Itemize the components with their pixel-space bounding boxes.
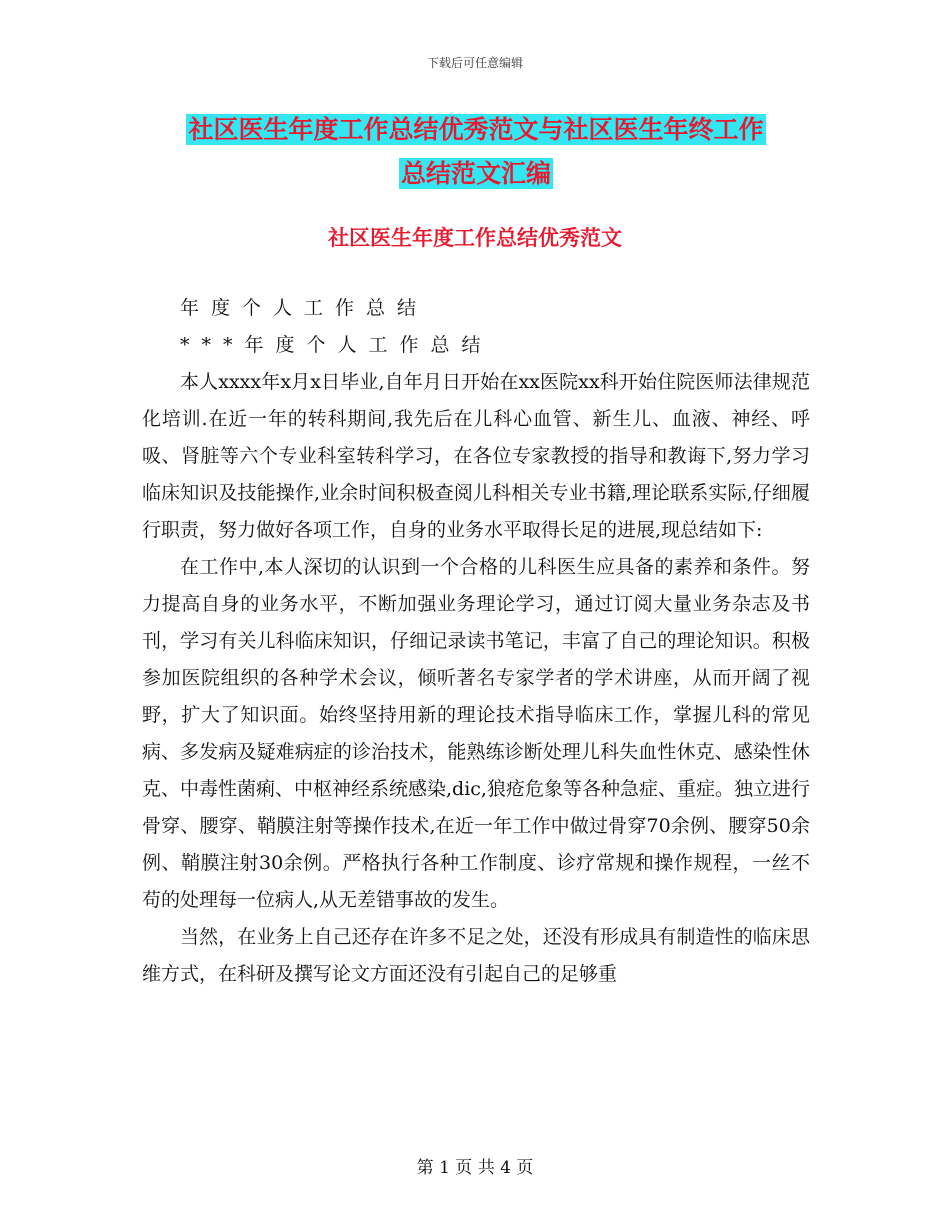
paragraph-heading-2: ***年度个人工作总结 (180, 334, 493, 356)
paragraph: 本人xxxx年x月x日毕业,自年月日开始在xx医院xx科开始住院医师法律规范化培训.在近一年的转科期间,我先后在儿科心血管、新生儿、血液、神经、呼吸、肾脏等六个专业科室转科学习，在各位专家教授的指导和教诲下,努力学习临床知识及技能操作,业余时间积极查阅儿科相关专业书籍,理论联系实际,仔细履行职责，努力做好各项工作，自身的业务水平取得长足的进展,现总结如下: (142, 371, 810, 541)
page-header-note: 下载后可任意编辑 (426, 56, 523, 70)
document-title (140, 108, 812, 196)
paragraph-heading-1: 年度个人工作总结 (180, 297, 429, 319)
page-footer: 第 1 页 共 4 页 (416, 1158, 534, 1178)
paragraph: 当然，在业务上自己还存在许多不足之处，还没有形成具有制造性的临床思维方式，在科研及撰写论文方面还没有引起自己的足够重 (142, 926, 810, 985)
section-title: 社区医生年度工作总结优秀范文 (328, 226, 622, 250)
paragraph: 在工作中,本人深切的认识到一个合格的儿科医生应具备的素养和条件。努力提高自身的业务水平，不断加强业务理论学习，通过订阅大量业务杂志及书刊，学习有关儿科临床知识，仔细记录读书笔记，丰富了自己的理论知识。积极参加医院组织的各种学术会议，倾听著名专家学者的学术讲座，从而开阔了视野，扩大了知识面。始终坚持用新的理论技术指导临床工作，掌握儿科的常见病、多发病及疑难病症的诊治技术，能熟练诊断处理儿科失血性休克、感染性休克、中毒性菌痢、中枢神经系统感染,dic,狼疮危象等各种急症、重症。独立进行骨穿、腰穿、鞘膜注射等操作技术,在近一年工作中做过骨穿70余例、腰穿50余例、鞘膜注射30余例。严格执行各种工作制度、诊疗常规和操作规程，一丝不苟的处理每一位病人,从无差错事故的发生。 (142, 556, 810, 911)
document-body (142, 290, 810, 993)
document-title-line1: 社区医生年度工作总结优秀范文与社区医生年终工作 (188, 115, 764, 144)
document-title-line2: 总结范文汇编 (400, 159, 551, 188)
